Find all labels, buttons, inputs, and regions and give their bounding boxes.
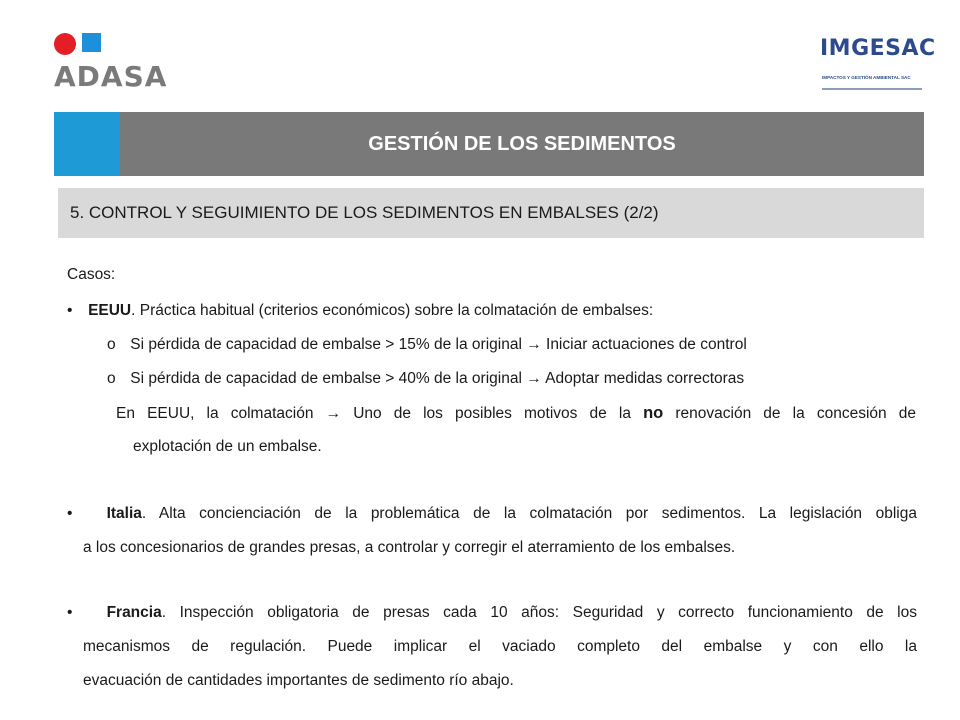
section-title: 5. CONTROL Y SEGUIMIENTO DE LOS SEDIMENTOS EN EMBALSES (2/2) bbox=[70, 203, 659, 222]
bullet-italia bbox=[67, 505, 917, 523]
arrow-icon: → bbox=[526, 336, 542, 353]
imgesac-logo bbox=[820, 30, 936, 100]
country-eeuu: EEUU bbox=[88, 302, 132, 319]
adasa-logo-square bbox=[82, 33, 101, 52]
title-accent-block bbox=[54, 112, 120, 176]
adasa-logo-dot bbox=[54, 33, 76, 55]
francia-text-2: mecanismos de regulación. Puede implicar el vaciado completo del embalse y con ello la bbox=[83, 638, 917, 655]
section-bar bbox=[58, 188, 924, 238]
country-italia: Italia bbox=[106, 505, 142, 522]
eeuu-text: . Práctica habitual (criterios económicos) sobre la colmatación de embalses: bbox=[131, 302, 654, 319]
sub2-text-a: Si pérdida de capacidad de embalse > 40% de la original bbox=[130, 370, 527, 387]
bullet-francia bbox=[67, 604, 917, 622]
bullet-symbol: • bbox=[67, 302, 73, 319]
bullet-symbol: • bbox=[67, 604, 73, 621]
bullet-eeuu bbox=[67, 302, 653, 320]
arrow-icon: → bbox=[526, 370, 542, 387]
francia-text-3: evacuación de cantidades importantes de sedimento río abajo. bbox=[83, 672, 514, 689]
italia-text-2: a los concesionarios de grandes presas, a controlar y corregir el aterramiento de los embalses. bbox=[83, 539, 736, 556]
note-text-a: En EEUU, la colmatación bbox=[116, 405, 326, 422]
adasa-logo bbox=[54, 33, 174, 93]
bullet-symbol: • bbox=[67, 505, 73, 522]
adasa-logo-text: ADASA bbox=[54, 60, 168, 93]
arrow-icon: → bbox=[325, 405, 342, 422]
note-text-b: Uno de los posibles motivos de la bbox=[341, 405, 644, 422]
sub2-text-b: Adoptar medidas correctoras bbox=[541, 370, 745, 387]
sub1-text-a: Si pérdida de capacidad de embalse > 15% de la original bbox=[130, 336, 527, 353]
imgesac-logo-subtitle: IMPACTOS Y GESTIÓN AMBIENTAL SAC bbox=[822, 75, 911, 80]
italia-text-1: . Alta concienciación de la problemática de la colmatación por sedimentos. La legislación obliga bbox=[141, 505, 917, 522]
page-title: GESTIÓN DE LOS SEDIMENTOS bbox=[368, 133, 676, 155]
sub-bullet-eeuu-2 bbox=[107, 370, 744, 388]
sub-bullet-symbol: o bbox=[107, 370, 116, 387]
note-no: no bbox=[643, 404, 664, 422]
eeuu-note-line-1 bbox=[116, 404, 916, 423]
sub-bullet-symbol: o bbox=[107, 336, 116, 353]
note-text-c: renovación de la concesión de bbox=[663, 405, 916, 422]
title-bar bbox=[54, 112, 924, 176]
imgesac-logo-line bbox=[822, 88, 922, 90]
country-francia: Francia bbox=[106, 604, 162, 621]
sub-bullet-eeuu-1 bbox=[107, 336, 747, 354]
francia-text-1: . Inspección obligatoria de presas cada 10 años: Seguridad y correcto funcionamiento de los bbox=[161, 604, 917, 621]
imgesac-logo-text: IMGESAC bbox=[820, 36, 936, 61]
sub1-text-b: Iniciar actuaciones de control bbox=[541, 336, 747, 353]
intro-text: Casos: bbox=[67, 266, 116, 283]
eeuu-note-line-2: explotación de un embalse. bbox=[133, 438, 322, 455]
